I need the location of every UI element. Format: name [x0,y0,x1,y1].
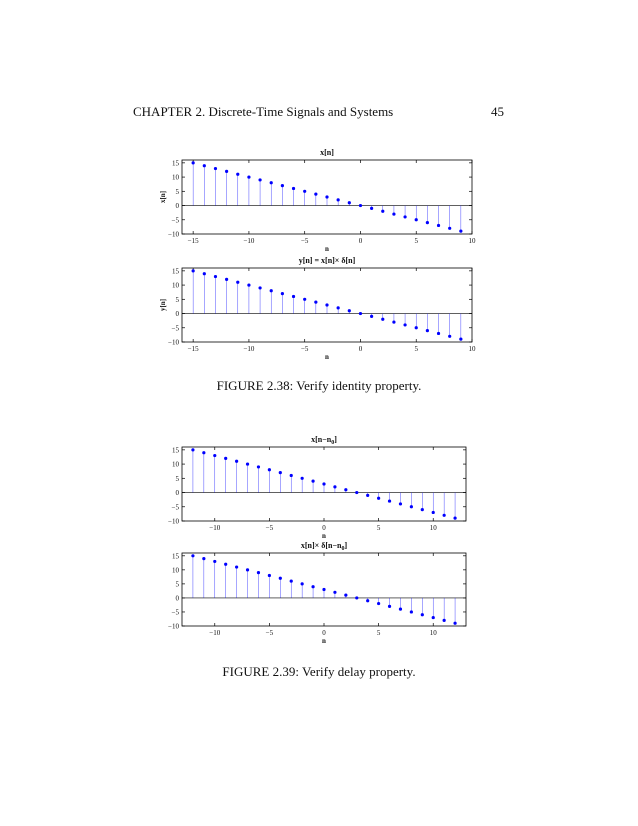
y-tick-label: 15 [172,446,179,455]
y-tick-label: 15 [172,552,179,561]
stem-marker [421,613,424,616]
x-tick-label: 10 [468,345,476,353]
x-tick-label: 0 [322,524,326,532]
stem-marker [191,448,194,451]
stem-marker [257,465,260,468]
stem-marker [370,207,373,210]
stem-plot-y [0,252,638,366]
y-tick-label: −10 [168,517,179,526]
stem-marker [333,485,336,488]
stem-marker [322,482,325,485]
stem-marker [202,451,205,454]
y-tick-label: 5 [175,187,179,196]
stem-marker [314,193,317,196]
stem-marker [235,565,238,568]
stem-marker [344,594,347,597]
y-tick-label: 5 [175,474,179,483]
stem-marker [258,286,261,289]
x-tick-label: −5 [300,237,309,245]
stem-marker [301,582,304,585]
stem-marker [202,557,205,560]
x-tick-label: 5 [414,237,418,245]
plot-title: x[n] [320,148,334,157]
stem-marker [191,554,194,557]
stem-marker [325,303,328,306]
plot-title [311,435,337,446]
page-header [133,104,504,124]
stem-marker [270,181,273,184]
stem-marker [257,571,260,574]
x-tick-label: −5 [265,524,274,532]
stem-marker [426,329,429,332]
y-tick-label: 5 [175,295,179,304]
stem-marker [268,574,271,577]
stem-marker [399,608,402,611]
y-tick-label: −5 [171,608,179,617]
stem-marker [377,497,380,500]
stem-marker [301,477,304,480]
x-tick-label: −10 [209,629,221,637]
stem-marker [355,596,358,599]
x-tick-label: 5 [376,524,381,532]
x-tick-label: −5 [265,629,274,637]
y-tick-label: 10 [172,173,179,182]
stem-marker [443,514,446,517]
stem-marker [381,210,384,213]
stem-marker [453,517,456,520]
y-axis-label: y[n] [159,298,167,312]
stem-marker [214,275,217,278]
x-tick-label: 10 [429,524,437,532]
stem-marker [421,508,424,511]
stem-marker [270,289,273,292]
stem-marker [325,195,328,198]
chapter-title: CHAPTER 2. Discrete-Time Signals and Systems [133,104,394,119]
stem-marker [290,474,293,477]
stem-marker [246,568,249,571]
x-tick-label: −10 [243,345,255,353]
y-tick-label: 0 [175,202,179,211]
stem-marker [247,175,250,178]
stem-marker [281,292,284,295]
stem-marker [322,588,325,591]
title-part: x[n−n [311,435,332,444]
x-tick-label: 10 [429,629,437,637]
title-subscript: 0 [331,440,335,446]
stem-plot-x [0,140,638,252]
stem-marker [448,227,451,230]
x-tick-label: −5 [300,345,309,353]
page-number: 45 [491,104,504,119]
stem-marker [388,605,391,608]
y-axis-label: x[n] [159,190,167,204]
stem-marker [311,585,314,588]
y-tick-label: 15 [172,159,179,168]
stem-marker [224,563,227,566]
stem-marker [392,320,395,323]
y-tick-label: −5 [171,216,179,225]
stem-marker [268,468,271,471]
x-tick-label: 0 [322,629,326,637]
stem-marker [366,599,369,602]
stem-marker [292,295,295,298]
stem-marker [214,167,217,170]
stem-marker [437,332,440,335]
y-tick-label: 10 [172,460,179,469]
stem-marker [355,491,358,494]
stem-marker [236,281,239,284]
y-tick-label: 5 [175,580,179,589]
stem-marker [448,335,451,338]
y-tick-label: 0 [175,489,179,498]
title-subscript: 0 [341,546,345,552]
x-axis-label: n [325,245,329,253]
stem-marker [359,204,362,207]
x-tick-label: −10 [243,237,255,245]
y-tick-label: 0 [175,310,179,319]
x-tick-label: −15 [187,237,199,245]
y-tick-label: −10 [168,622,179,631]
stem-marker [225,278,228,281]
stem-marker [415,326,418,329]
stem-marker [224,457,227,460]
stem-marker [337,198,340,201]
stem-marker [236,173,239,176]
title-part: ] [334,435,337,444]
stem-marker [225,170,228,173]
plot-title: y[n] = x[n]× δ[n] [298,256,356,265]
stem-marker [246,462,249,465]
stem-plot-product-delta [0,539,638,645]
stem-marker [203,164,206,167]
stem-marker [403,323,406,326]
stem-marker [290,579,293,582]
stem-marker [459,230,462,233]
title-part: x[n]× δ[n−n [300,541,342,550]
stem-marker [348,309,351,312]
stem-plot-delayed [0,427,638,539]
y-tick-label: −5 [171,503,179,512]
x-tick-label: 0 [358,345,363,353]
stem-marker [410,505,413,508]
x-tick-label: 5 [376,629,381,637]
stem-marker [213,454,216,457]
stem-marker [459,338,462,341]
figure-caption-2-38: FIGURE 2.38: Verify identity property. [216,378,422,393]
stem-marker [359,312,362,315]
x-tick-label: 0 [358,237,363,245]
x-tick-label: −10 [209,524,221,532]
stem-marker [192,269,195,272]
stem-marker [377,602,380,605]
stem-marker [370,315,373,318]
stem-marker [247,283,250,286]
stem-marker [388,499,391,502]
stem-marker [437,224,440,227]
y-tick-label: 0 [175,594,179,603]
stem-marker [392,212,395,215]
stem-marker [203,272,206,275]
stem-marker [344,488,347,491]
stem-marker [303,298,306,301]
stem-marker [258,178,261,181]
x-axis-label: n [325,353,329,361]
stem-marker [235,460,238,463]
stem-marker [432,511,435,514]
stem-marker [348,201,351,204]
y-tick-label: 10 [172,281,179,290]
x-tick-label: 10 [468,237,476,245]
stem-marker [281,184,284,187]
stem-marker [333,591,336,594]
stem-marker [366,494,369,497]
y-tick-label: 15 [172,267,179,276]
x-tick-label: −15 [187,345,199,353]
stem-marker [426,221,429,224]
y-tick-label: −10 [168,338,179,347]
figure-caption-2-39: FIGURE 2.39: Verify delay property. [222,664,416,679]
stem-marker [432,616,435,619]
stem-marker [410,610,413,613]
y-tick-label: −10 [168,230,179,239]
y-tick-label: −5 [171,324,179,333]
plot-title [301,541,348,552]
stem-marker [303,190,306,193]
stem-marker [292,187,295,190]
stem-marker [213,560,216,563]
stem-marker [311,480,314,483]
stem-marker [192,161,195,164]
y-tick-label: 10 [172,566,179,575]
stem-marker [381,318,384,321]
x-tick-label: 5 [414,345,418,353]
stem-marker [443,619,446,622]
stem-marker [403,215,406,218]
stem-marker [337,306,340,309]
stem-marker [314,301,317,304]
stem-marker [279,577,282,580]
stem-marker [453,622,456,625]
x-axis-label: n [322,532,326,540]
title-part: ] [344,541,348,550]
stem-marker [399,502,402,505]
stem-marker [415,218,418,221]
stem-marker [279,471,282,474]
x-axis-label: n [322,637,326,645]
